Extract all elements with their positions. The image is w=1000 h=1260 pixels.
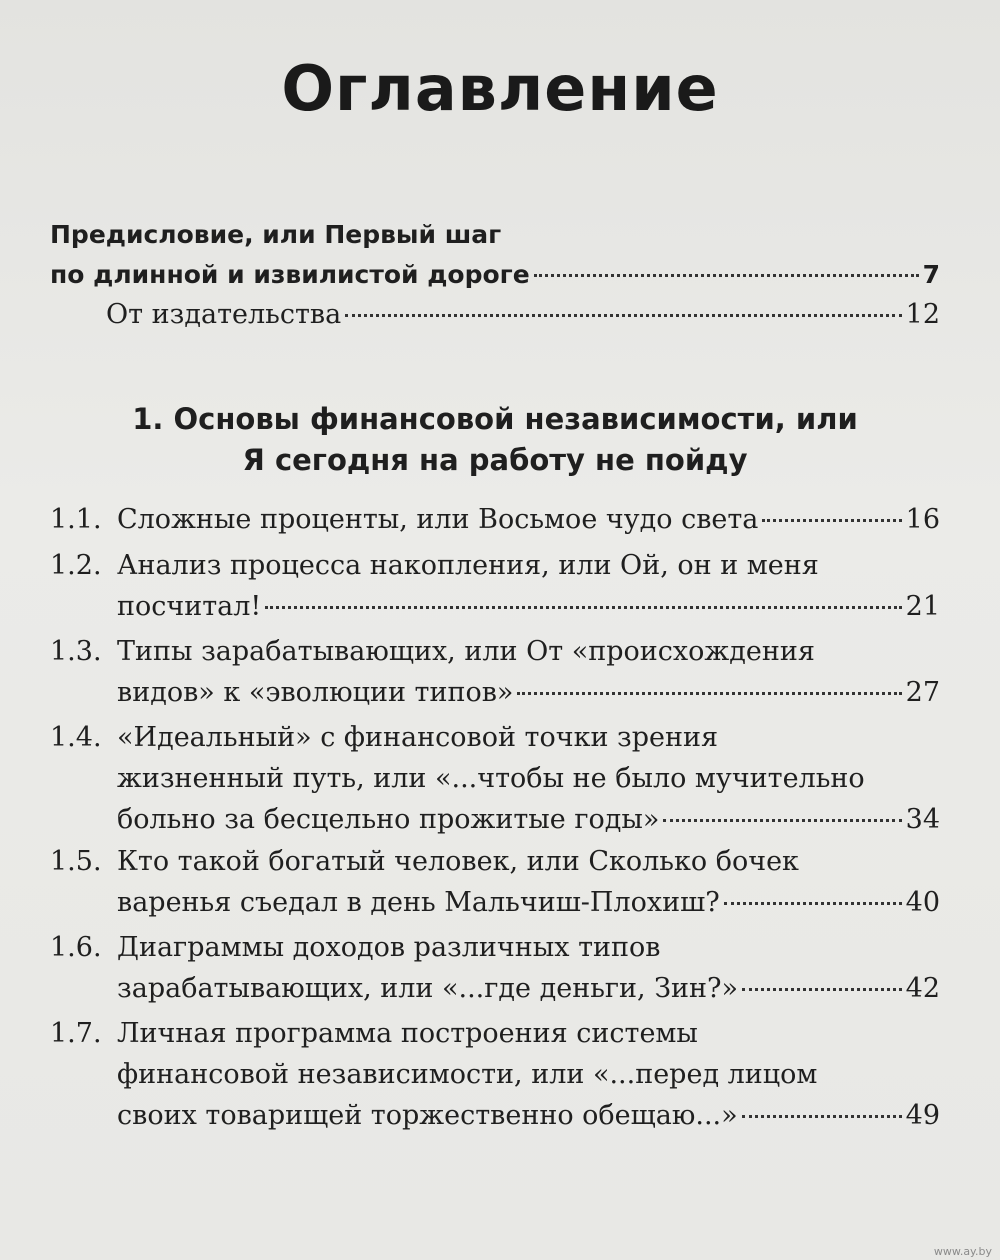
entry-number: 1.4.: [50, 722, 102, 753]
entry-title: Кто такой богатый человек, или Сколько бочек: [117, 846, 799, 877]
entry-title: Типы зарабатывающих, или От «происхождения: [117, 636, 815, 667]
entry-title: «Идеальный» с финансовой точки зрения: [117, 722, 719, 753]
publisher-note-label: От издательства: [106, 299, 342, 330]
section-heading-line-1: [50, 400, 940, 438]
entry-title: Диаграммы доходов различных типов: [117, 932, 661, 963]
entry-title: зарабатывающих, или «...где деньги, Зин?»: [117, 973, 739, 1004]
leader-dots: [534, 274, 919, 277]
preface-line-2: [50, 256, 940, 294]
entry-title: видов» к «эволюции типов»: [117, 677, 514, 708]
toc-entry-line: [117, 970, 940, 1008]
toc-entry-line: [117, 547, 940, 585]
entry-title: своих товарищей торжественно обещаю...»: [117, 1100, 738, 1131]
page-title: Оглавление: [281, 52, 719, 125]
preface-page: 7: [922, 260, 940, 289]
entry-number: 1.5.: [50, 846, 102, 877]
toc-entry-line: [117, 884, 940, 922]
entry-title: Сложные проценты, или Восьмое чудо света: [117, 504, 759, 535]
toc-entry-line: [117, 1056, 940, 1094]
leader-dots: [265, 606, 901, 609]
publisher-note-page: 12: [905, 299, 940, 330]
preface-title-1: Предисловие, или Первый шаг: [50, 220, 502, 249]
preface-title-2: по длинной и извилистой дороге: [50, 260, 530, 289]
toc-entry-line: [117, 674, 940, 712]
leader-dots: [345, 314, 901, 317]
leader-dots: [724, 902, 902, 905]
entry-title: Личная программа построения системы: [117, 1018, 698, 1049]
leader-dots: [742, 988, 902, 991]
entry-number: 1.3.: [50, 636, 102, 667]
entry-title: варенья съедал в день Мальчиш-Плохиш?: [117, 887, 720, 918]
toc-entry-line: [117, 843, 940, 881]
entry-page: 49: [905, 1100, 940, 1131]
entry-title: жизненный путь, или «...чтобы не было мучительно: [117, 763, 865, 794]
toc-entry-line: [117, 633, 940, 671]
toc-entry-line: [117, 760, 940, 798]
leader-dots: [742, 1115, 902, 1118]
section-heading-line-2: [50, 441, 940, 479]
entry-title: Анализ процесса накопления, или Ой, он и меня: [117, 550, 819, 581]
toc-entry-line: [117, 719, 940, 757]
entry-page: 40: [905, 887, 940, 918]
watermark: www.ay.by: [933, 1245, 992, 1258]
preface-line-1: [50, 216, 940, 254]
toc-entry-line: [117, 588, 940, 626]
entry-title: финансовой независимости, или «...перед лицом: [117, 1059, 818, 1090]
entry-number: 1.7.: [50, 1018, 102, 1049]
entry-number: 1.1.: [50, 504, 102, 535]
entry-title: посчитал!: [117, 591, 262, 622]
toc-entry-line: [117, 1097, 940, 1135]
entry-page: 34: [905, 804, 940, 835]
entry-page: 27: [905, 677, 940, 708]
toc-entry-line: [117, 929, 940, 967]
entry-number: 1.6.: [50, 932, 102, 963]
publisher-note-line: [106, 296, 940, 334]
entry-page: 42: [905, 973, 940, 1004]
entry-title: больно за бесцельно прожитые годы»: [117, 804, 660, 835]
leader-dots: [762, 519, 901, 522]
entry-number: 1.2.: [50, 550, 102, 581]
toc-entry-line: [117, 801, 940, 839]
section-title-1: 1. Основы финансовой независимости, или: [132, 402, 858, 436]
leader-dots: [663, 819, 901, 822]
toc-entry-line: [117, 501, 940, 539]
entry-page: 16: [905, 504, 940, 535]
toc-entry-line: [117, 1015, 940, 1053]
section-title-2: Я сегодня на работу не пойду: [242, 443, 748, 477]
entry-page: 21: [905, 591, 940, 622]
leader-dots: [517, 692, 901, 695]
